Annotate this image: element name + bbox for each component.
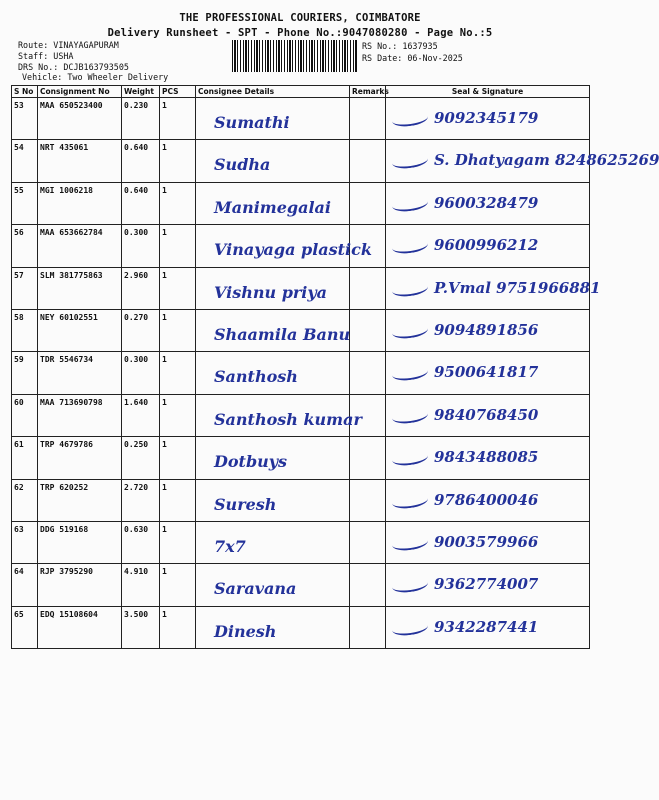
row-weight [122,564,160,606]
row-sno [12,309,38,351]
row-sno [12,225,38,267]
signature-scribble [391,533,429,552]
sno-text: 63 [14,524,24,534]
signature-phone: 9786400046 [434,490,539,509]
row-consignment [38,521,122,563]
weight-value: 1.640 [124,397,149,407]
signature-scribble [391,194,429,213]
row-remarks [350,479,386,521]
row-weight [122,225,160,267]
pcs-value: 1 [162,312,167,322]
pcs-value: 1 [162,397,167,407]
row-consignee [196,606,350,648]
consignee-name: Sudha [214,155,271,175]
consignment-number: MGI 1006218 [40,185,93,195]
runsheet-subtitle: Delivery Runsheet - SPT - Phone No.:9047080280 - Page No.:5 [107,27,493,39]
weight-value: 0.300 [124,228,149,238]
table-row [12,437,590,479]
row-consignee [196,140,350,182]
signature-mark [392,279,601,297]
table-row [12,182,590,224]
row-sno [12,98,38,140]
row-consignee [196,267,350,309]
vehicle-label: Vehicle: Two Wheeler Delivery [22,72,169,82]
signature-phone: 9600996212 [434,236,539,255]
row-consignment [38,140,122,182]
row-weight [122,606,160,648]
signature-phone: 9840768450 [434,405,539,424]
signature-phone: P.Vmal 9751966881 [434,278,601,297]
pcs-value: 1 [162,101,167,110]
row-sno [12,182,38,224]
col-header-signature: Seal & Signature [386,86,590,98]
consignment-number: MAA 713690798 [40,397,103,407]
row-remarks [350,182,386,224]
row-remarks [350,309,386,351]
signature-scribble [391,618,429,637]
table-row [12,606,590,648]
signature-mark [392,109,538,127]
row-weight [122,267,160,309]
table-row [12,225,590,267]
row-weight [122,352,160,394]
signature-mark [392,194,538,212]
col-header-consignment: Consignment No [38,86,122,98]
weight-value: 4.910 [124,567,149,577]
signature-mark [392,363,538,381]
signature-scribble [391,152,429,171]
row-pcs [160,437,196,479]
row-consignee [196,98,350,140]
consignment-number: TRP 620252 [40,482,89,492]
signature-phone: 9092345179 [434,109,539,127]
sno-text: 58 [14,312,24,322]
row-sno [12,352,38,394]
consignee-name: Dinesh [214,621,277,641]
row-signature [386,309,590,351]
row-signature [386,564,590,606]
row-remarks [350,140,386,182]
row-sno [12,521,38,563]
signature-scribble [391,279,429,298]
consignment-number: MAA 650523400 [40,101,103,110]
row-signature [386,394,590,436]
consignee-name: Manimegalai [214,197,331,217]
drs-number: DRS No.: DCJB163793505 [18,62,129,72]
row-consignment [38,437,122,479]
row-weight [122,394,160,436]
consignee-name: Dotbuys [214,452,288,472]
row-consignment [38,225,122,267]
signature-mark [392,448,538,466]
signature-mark [392,236,538,254]
col-header-remarks: Remarks [350,86,386,98]
consignment-number: TDR 5546734 [40,355,93,365]
pcs-value: 1 [162,270,167,280]
signature-scribble [391,449,429,468]
sno-text: 61 [14,440,24,450]
table-row [12,521,590,563]
rs-date: RS Date: 06-Nov-2025 [362,53,463,63]
col-header-weight: Weight [122,86,160,98]
row-consignee [196,225,372,267]
row-consignee [196,521,350,563]
signature-mark [392,618,538,636]
row-weight [122,479,160,521]
row-remarks [350,437,386,479]
row-pcs [160,479,196,521]
row-pcs [160,521,196,563]
col-header-pcs: PCS [160,86,196,98]
signature-scribble [391,322,429,341]
signature-scribble [391,406,429,425]
signature-phone: 9094891856 [434,320,539,339]
row-pcs [160,606,196,648]
consignment-number: RJP 3795290 [40,567,93,577]
row-pcs [160,352,196,394]
row-weight [122,182,160,224]
weight-value: 0.630 [124,524,149,534]
sno-text: 57 [14,270,24,280]
consignee-name: Vishnu priya [214,282,328,302]
row-weight [122,309,160,351]
consignee-name: Saravana [214,579,297,599]
row-consignment [38,352,122,394]
row-remarks [350,564,386,606]
sno-text: 55 [14,185,24,195]
consignment-number: TRP 4679786 [40,440,93,450]
row-consignment [38,98,122,140]
row-consignment [38,267,122,309]
signature-scribble [391,237,429,256]
table-row [12,267,590,309]
rs-number: RS No.: 1637935 [362,41,438,51]
consignee-name: 7x7 [214,536,246,556]
row-sno [12,606,38,648]
weight-value: 0.640 [124,143,149,153]
signature-phone: 9500641817 [434,363,539,382]
row-pcs [160,140,196,182]
signature-mark [392,575,538,593]
row-pcs [160,309,196,351]
weight-value: 0.300 [124,355,149,365]
pcs-value: 1 [162,228,167,238]
row-weight [122,98,160,140]
row-consignee [196,394,362,436]
row-weight [122,140,160,182]
row-consignee [196,564,350,606]
pcs-value: 1 [162,609,167,619]
consignee-name: Shaamila Banu [214,324,351,344]
consignee-name: Suresh [214,494,277,514]
pcs-value: 1 [162,567,167,577]
row-consignment [38,564,122,606]
weight-value: 2.720 [124,482,149,492]
signature-mark [392,151,659,169]
row-pcs [160,267,196,309]
sno-text: 64 [14,567,24,577]
col-header-sno: S No [12,86,38,98]
row-sno [12,394,38,436]
consignment-number: NEY 60102551 [40,312,98,322]
table-row [12,140,590,182]
sno-text: 65 [14,609,24,619]
route-label: Route: VINAYAGAPURAM [18,40,119,50]
pcs-value: 1 [162,355,167,365]
consignee-name: Santhosh [214,367,298,387]
consignment-number: NRT 435061 [40,143,89,153]
pcs-value: 1 [162,143,167,153]
row-signature [386,437,590,479]
row-consignment [38,606,122,648]
signature-scribble [391,491,429,510]
row-pcs [160,394,196,436]
row-signature [386,225,590,267]
signature-mark [392,491,538,509]
table-header-row [12,86,590,98]
row-sno [12,140,38,182]
consignee-name: Santhosh kumar [214,409,362,429]
consignment-number: SLM 381775863 [40,270,103,280]
row-pcs [160,98,196,140]
signature-phone: 9003579966 [434,532,539,551]
staff-label: Staff: USHA [18,51,74,61]
row-signature [386,352,590,394]
row-sno [12,437,38,479]
row-signature [386,521,590,563]
barcode-image [232,40,357,72]
runsheet-table [11,85,659,649]
table-row [12,479,590,521]
table-row [12,564,590,606]
sno-text: 60 [14,397,24,407]
signature-mark [392,406,538,424]
row-weight [122,521,160,563]
table-row [12,394,590,436]
table-row [12,352,590,394]
sno-text: 54 [14,143,24,153]
weight-value: 0.250 [124,440,149,450]
row-sno [12,267,38,309]
table-row [12,309,590,351]
row-sno [12,479,38,521]
sno-text: 53 [14,101,24,110]
signature-scribble [391,576,429,595]
signature-phone: 9342287441 [434,617,539,636]
sno-text: 56 [14,228,24,238]
row-signature [386,606,590,648]
pcs-value: 1 [162,524,167,534]
row-remarks [350,521,386,563]
weight-value: 0.640 [124,185,149,195]
row-pcs [160,225,196,267]
signature-phone: S. Dhatyagam 8248625269 [434,151,659,170]
row-remarks [350,267,386,309]
signature-phone: 9362774007 [434,575,539,594]
table-row [12,98,590,140]
pcs-value: 1 [162,185,167,195]
row-consignment [38,309,122,351]
row-signature [386,182,590,224]
row-consignee [196,309,350,351]
signature-scribble [391,364,429,383]
pcs-value: 1 [162,440,167,450]
consignment-number: EDQ 15108604 [40,609,98,619]
col-header-consignee: Consignee Details [196,86,350,98]
signature-mark [392,321,538,339]
row-consignment [38,394,122,436]
consignment-number: MAA 653662784 [40,228,103,238]
consignee-name: Vinayaga plastick [214,240,372,260]
row-remarks [350,352,386,394]
weight-value: 2.960 [124,270,149,280]
row-consignment [38,479,122,521]
company-title: THE PROFESSIONAL COURIERS, COIMBATORE [179,12,421,24]
consignee-name: Sumathi [214,113,290,132]
sno-text: 62 [14,482,24,492]
sno-text: 59 [14,355,24,365]
row-weight [122,437,160,479]
row-pcs [160,564,196,606]
weight-value: 0.230 [124,101,149,110]
row-remarks [350,606,386,648]
row-consignee [196,437,350,479]
row-signature [386,267,601,309]
row-consignee [196,182,350,224]
row-pcs [160,182,196,224]
row-signature [386,98,590,140]
row-consignee [196,352,350,394]
signature-scribble [391,110,429,129]
consignment-number: DDG 519168 [40,524,89,534]
weight-value: 3.500 [124,609,149,619]
row-remarks [350,98,386,140]
row-signature [386,140,659,182]
signature-phone: 9843488085 [434,448,539,467]
row-consignee [196,479,350,521]
pcs-value: 1 [162,482,167,492]
row-sno [12,564,38,606]
signature-mark [392,533,538,551]
row-consignment [38,182,122,224]
weight-value: 0.270 [124,312,149,322]
row-signature [386,479,590,521]
signature-phone: 9600328479 [434,193,539,212]
